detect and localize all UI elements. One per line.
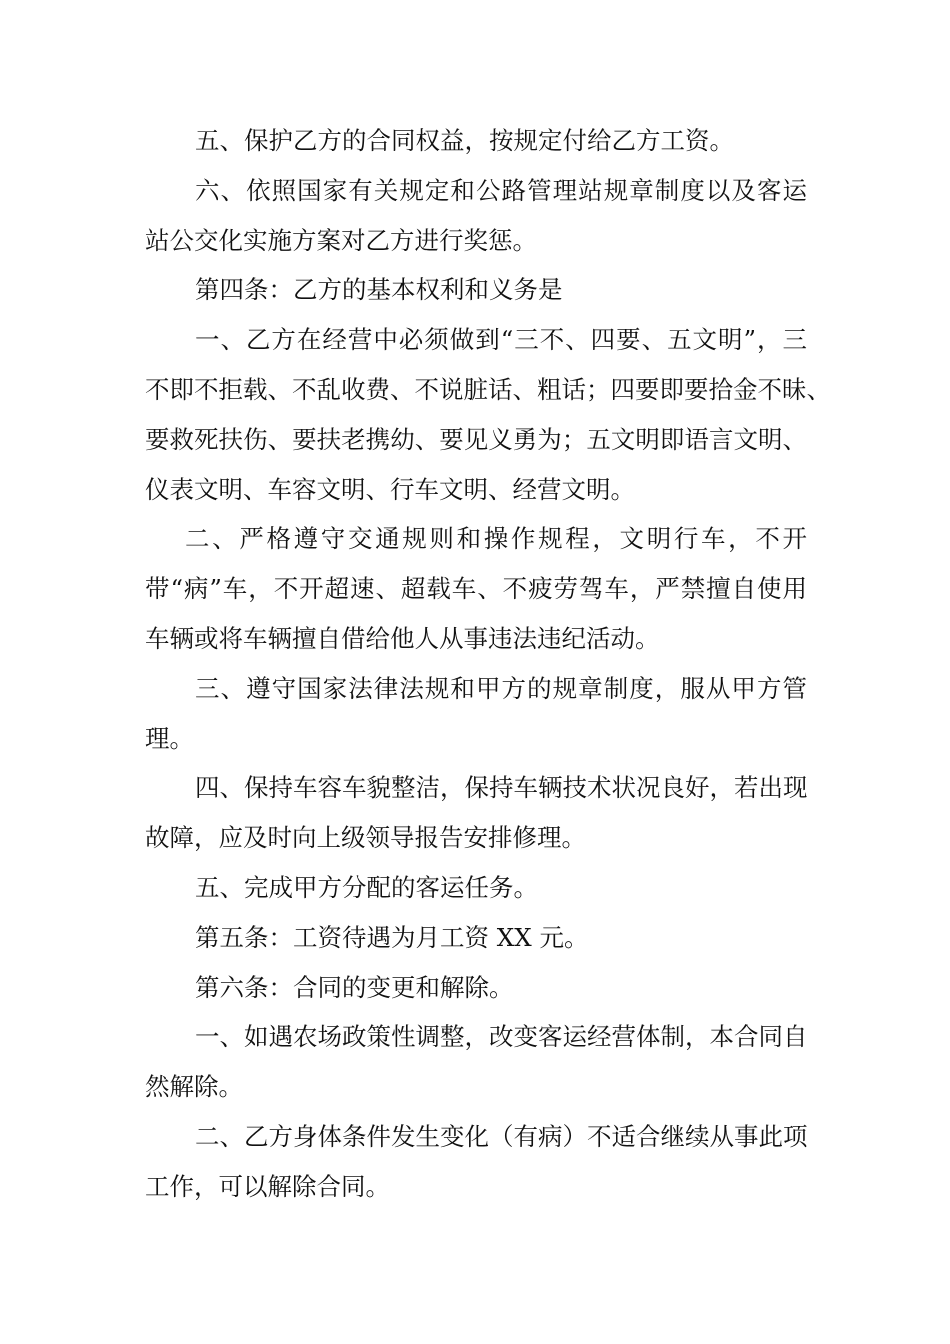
paragraph (145, 166, 807, 266)
text-line: 站公交化实施方案对乙方进行奖惩。 (145, 225, 537, 255)
paragraph (145, 514, 807, 663)
text-line: 理。 (145, 723, 194, 753)
paragraph (145, 1012, 807, 1112)
text-line: 五、保护乙方的合同权益，按规定付给乙方工资。 (195, 126, 734, 155)
paragraph (145, 265, 807, 315)
text-line: 不即不拒载、不乱收费、不说脏话、粗话；四要即要拾金不昧、 (145, 374, 831, 404)
text-line: 一、乙方在经营中必须做到“三不、四要、五文明”，三 (195, 325, 807, 355)
text-line: 仪表文明、车容文明、行车文明、经营文明。 (145, 474, 635, 504)
paragraph (145, 913, 807, 963)
text-line: 然解除。 (145, 1072, 243, 1102)
text-line: 六、依照国家有关规定和公路管理站规章制度以及客运 (195, 175, 807, 205)
text-line: 车辆或将车辆擅自借给他人从事违法违纪活动。 (145, 623, 660, 653)
paragraph (145, 763, 807, 863)
text-line: 第六条：合同的变更和解除。 (195, 972, 514, 1002)
paragraph (145, 1112, 807, 1212)
text-line: 五、完成甲方分配的客运任务。 (195, 872, 538, 902)
paragraph (145, 863, 807, 913)
text-line: 二、严格遵守交通规则和操作规程，文明行车，不开 (185, 524, 807, 554)
text-line: 四、保持车容车貌整洁，保持车辆技术状况良好，若出现 (195, 773, 808, 803)
text-line: 工作，可以解除合同。 (145, 1171, 390, 1201)
text-line: 一、如遇农场政策性调整，改变客运经营体制，本合同自 (195, 1022, 808, 1052)
text-line: 带“病”车，不开超速、超载车、不疲劳驾车，严禁擅自使用 (145, 574, 807, 604)
text-line: 要救死扶伤、要扶老携幼、要见义勇为；五文明即语言文明、 (145, 424, 807, 454)
document-body (145, 116, 831, 1212)
text-line: 第五条：工资待遇为月工资 XX 元。 (195, 922, 589, 952)
paragraph (145, 963, 807, 1013)
text-line: 二、乙方身体条件发生变化（有病）不适合继续从事此项 (195, 1121, 808, 1151)
paragraph (145, 664, 807, 764)
text-line: 故障，应及时向上级领导报告安排修理。 (145, 823, 586, 853)
text-line: 三、遵守国家法律法规和甲方的规章制度，服从甲方管 (195, 673, 807, 703)
text-line: 第四条：乙方的基本权利和义务是 (195, 275, 563, 305)
paragraph (145, 116, 807, 166)
paragraph (145, 315, 831, 514)
